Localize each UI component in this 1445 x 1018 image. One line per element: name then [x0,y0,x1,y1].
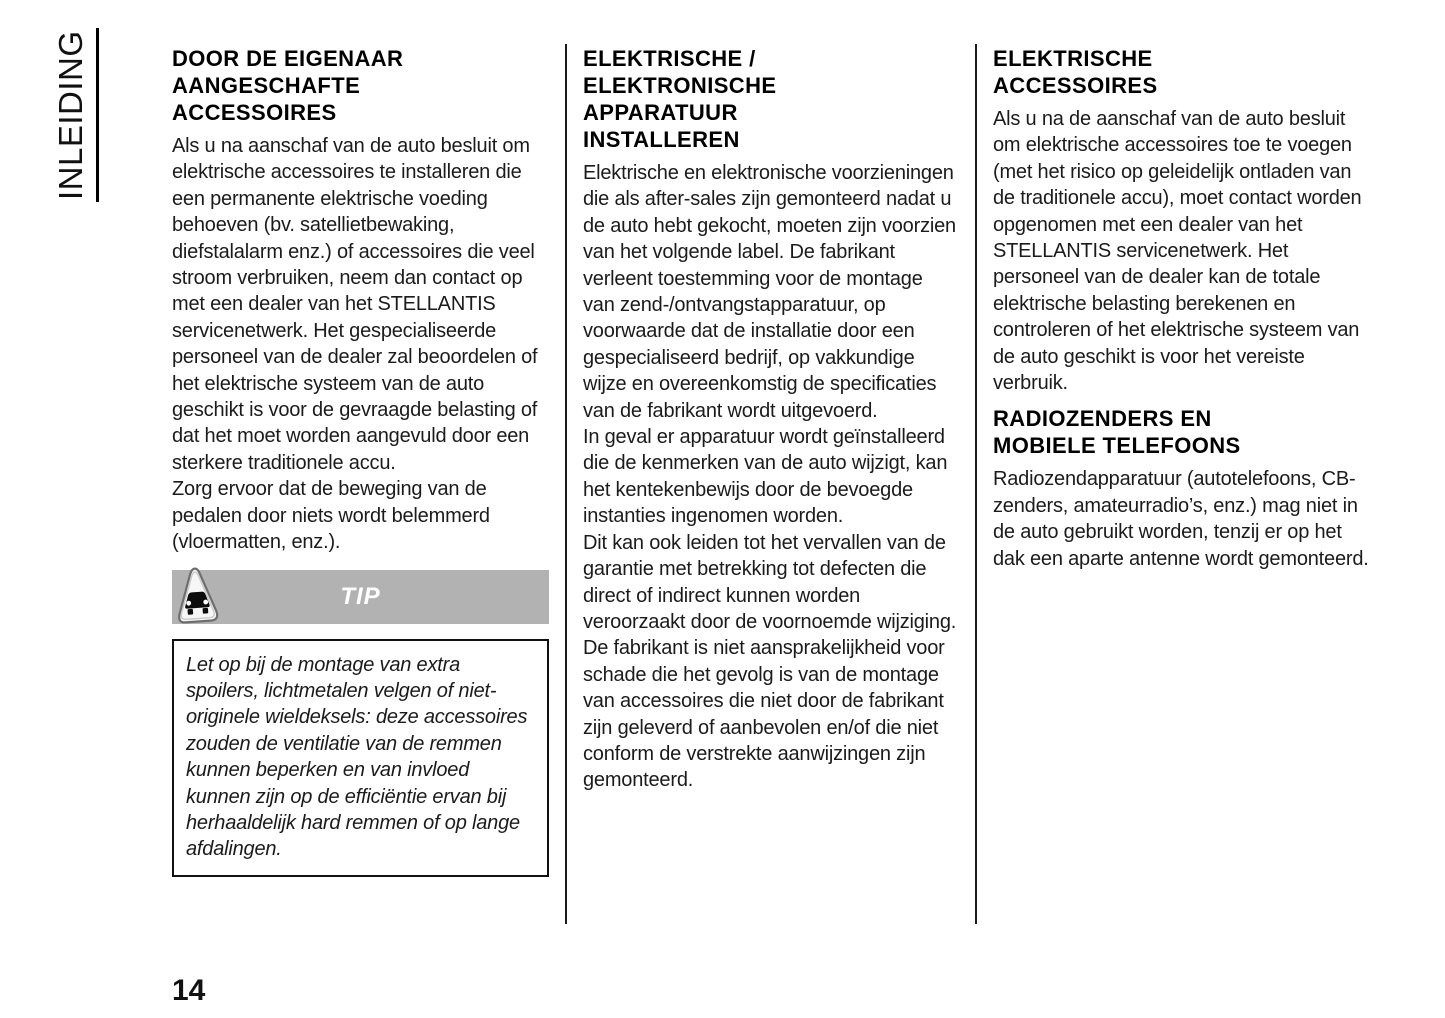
section-heading-electronic-equipment: ELEKTRISCHE / ELEKTRONISCHE APPARATUUR INSTALLEREN [583,46,777,152]
tip-note-text: Let op bij de montage van extra spoilers, lichtmetalen velgen of niet-originele wieldeksels: deze accessoires zouden de ventilatie van de remmen kunnen beperken en van invloed kunnen zijn op de efficiëntie ervan bij herhaaldelijk hard remmen of op lange afdalingen. [186,653,528,861]
tip-note-box [172,639,549,877]
column-divider [975,44,977,924]
owner-accessories-body [172,133,549,556]
column-electric-accessories [993,45,1373,572]
body-paragraph: In geval er apparatuur wordt geïnstalleerd die de kenmerken van de auto wijzigt, kan het kentekenbewijs door de bevoegde instanties ingenomen worden. [583,426,948,528]
section-heading-owner-accessories: DOOR DE EIGENAAR AANGESCHAFTE ACCESSOIRES [172,46,404,125]
body-paragraph: Dit kan ook leiden tot het vervallen van de garantie met betrekking tot defecten die direct of indirect kunnen worden veroorzaakt door de voornoemde wijziging. [583,531,957,633]
column-divider [565,44,567,924]
body-paragraph: Als u na de aanschaf van de auto besluit om elektrische accessoires toe te voegen (met het risico op geleidelijk ontladen van de traditionele accu), moet contact worden opgenomen met een dealer van het STELLANTIS servicenetwerk. Het personeel van de dealer kan de totale elektrische belasting berekenen en controleren of het elektrische systeem van de auto geschikt is voor het vereiste verbruik. [993,108,1362,395]
body-paragraph: Elektrische en elektronische voorzieningen die als after-sales zijn gemonteerd nadat u de auto hebt gekocht, moeten zijn voorzien van het volgende label. De fabrikant verleent toestemming voor de montage van zend-/ontvangstapparatuur, op voorwaarde dat de installatie door een gespecialiseerd bedrijf, op vakkundige wijze en overeenkomstig de specificaties van de fabrikant wordt uitgevoerd. [583,162,956,422]
electronic-equipment-body [583,160,957,794]
chapter-label-inleiding: INLEIDING [52,28,99,202]
page-number: 14 [172,974,206,1007]
section-heading-electric-accessories: ELEKTRISCHE ACCESSOIRES [993,46,1158,98]
tip-banner [172,570,549,624]
body-paragraph: Radiozendapparatuur (autotelefoons, CB-zenders, amateurradio’s, enz.) mag niet in de auto gebruikt worden, tenzij er op het dak een aparte antenne wordt gemonteerd. [993,468,1369,570]
body-paragraph: Als u na aanschaf van de auto besluit om elektrische accessoires te installeren die een permanente elektrische voeding behoeven (bv. satellietbewaking, diefstalalarm enz.) of accessoires die veel stroom verbruiken, neem dan contact op met een dealer van het STELLANTIS servicenetwerk. Het gespecialiseerde personeel van de dealer zal beoordelen of het elektrische systeem van de auto geschikt is voor de gevraagde belasting of dat het moet worden aangevuld door een sterkere traditionele accu. [172,135,538,474]
column-owner-accessories [172,45,549,877]
body-paragraph: De fabrikant is niet aansprakelijkheid voor schade die het gevolg is van de montage van accessoires die niet door de fabrikant zijn geleverd of aanbevolen en/of die niet conform de verstrekte aanwijzingen zijn gemonteerd. [583,637,945,792]
electric-accessories-body [993,106,1373,396]
tip-label: TIP [340,582,381,610]
radio-phones-body [993,466,1373,572]
body-paragraph: Zorg ervoor dat de beweging van de pedalen door niets wordt belemmerd (vloermatten, enz.). [172,478,490,554]
section-heading-radio-phones: RADIOZENDERS EN MOBIELE TELEFOONS [993,406,1241,459]
column-electronic-equipment [583,45,957,794]
